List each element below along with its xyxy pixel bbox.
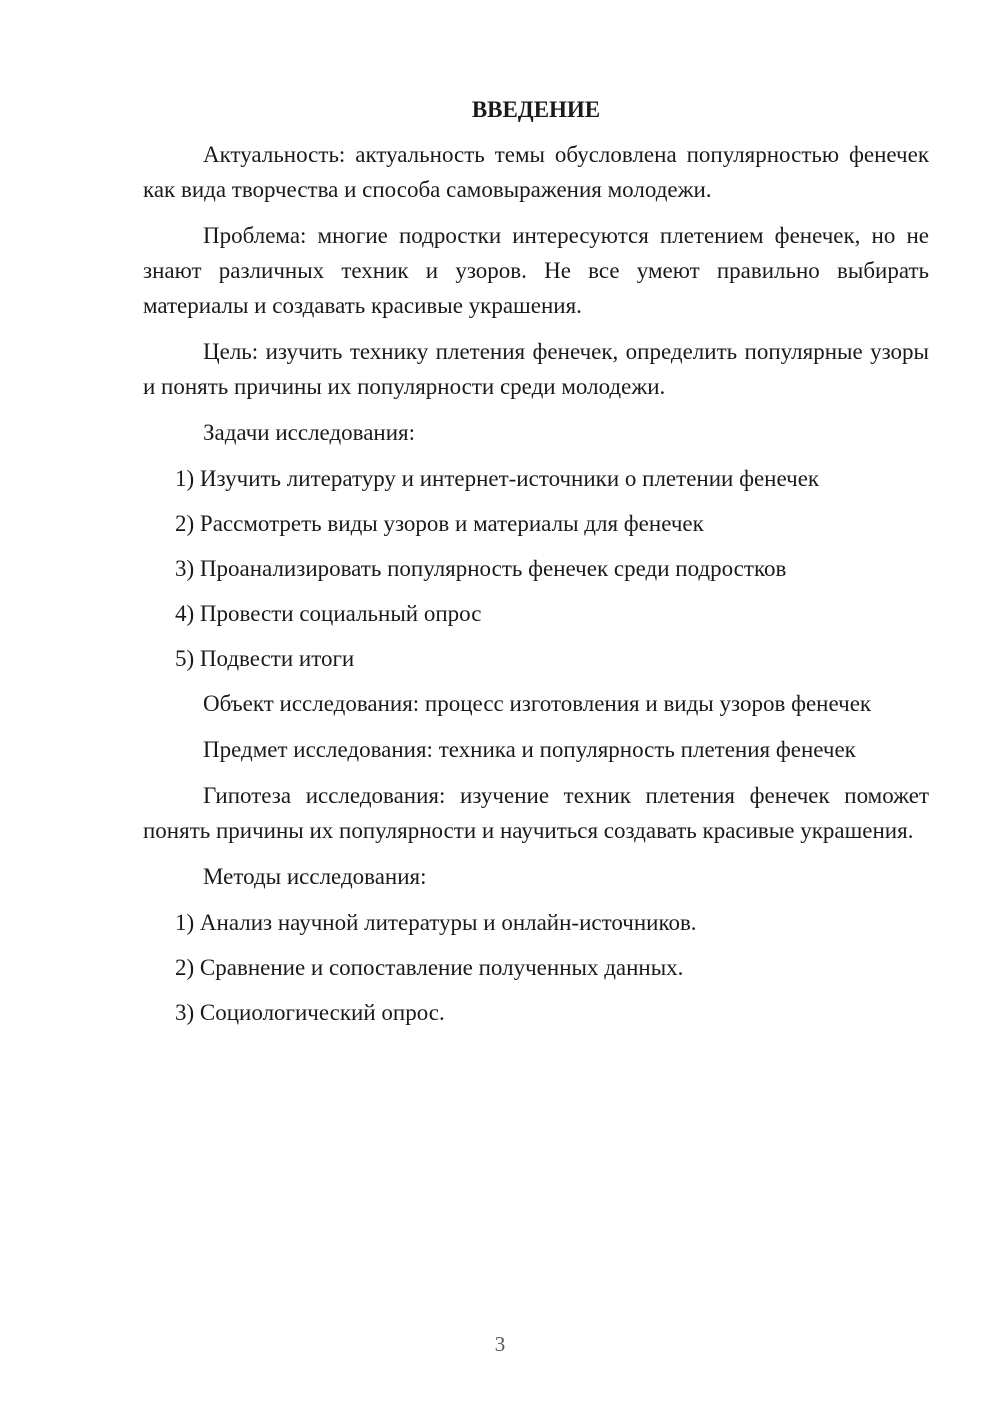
list-item: 3) Социологический опрос. [175,1000,445,1025]
list-item: 2) Рассмотреть виды узоров и материалы для фенечек [175,511,704,536]
problem-paragraph: Проблема: многие подростки интересуются плетением фенечек, но не знают различных техник и узоров. Не все умеют правильно выбирать материалы и создавать красивые украшения. [143,223,929,318]
list-item: 4) Провести социальный опрос [175,601,482,626]
list-item: 1) Анализ научной литературы и онлайн-источников. [175,910,697,935]
page-title: ВВЕДЕНИЕ [471,97,601,122]
tasks-heading: Задачи исследования: [203,420,416,445]
document-body [143,93,929,1040]
list-item: 1) Изучить литературу и интернет-источники о плетении фенечек [175,466,820,491]
page-number: 3 [494,1332,506,1356]
hypothesis-paragraph: Гипотеза исследования: изучение техник плетения фенечек поможет понять причины их популярности и научиться создавать красивые украшения. [143,783,929,843]
subject-paragraph: Предмет исследования: техника и популярность плетения фенечек [203,737,856,762]
list-item: 2) Сравнение и сопоставление полученных данных. [175,955,684,980]
list-item: 3) Проанализировать популярность фенечек среди подростков [175,556,787,581]
list-item: 5) Подвести итоги [175,646,355,671]
methods-list [143,905,929,1030]
relevance-paragraph: Актуальность: актуальность темы обусловлена популярностью фенечек как вида творчества и способа самовыражения молодежи. [143,142,929,202]
goal-paragraph: Цель: изучить технику плетения фенечек, определить популярные узоры и понять причины их популярности среди молодежи. [143,339,929,399]
object-paragraph: Объект исследования: процесс изготовления и виды узоров фенечек [203,691,872,716]
methods-heading: Методы исследования: [203,864,427,889]
tasks-list [143,461,929,676]
